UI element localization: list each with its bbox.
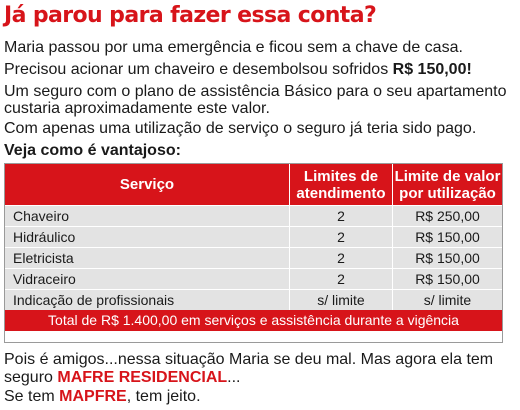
header-limits-line-2: atendimento	[296, 184, 386, 202]
row-service: Hidráulico	[13, 229, 76, 245]
closing-line-3-pre: Se tem	[4, 388, 60, 405]
row-limit: s/ limite	[317, 292, 365, 308]
row-service: Eletricista	[13, 250, 74, 266]
intro-line-4: Com apenas uma utilização de serviço o seguro já teria sido pago.	[4, 120, 477, 137]
closing-line-2-pre: seguro	[4, 369, 58, 386]
table-row	[5, 247, 502, 268]
row-value: R$ 250,00	[415, 208, 480, 224]
intro-line-1: Maria passou por uma emergência e ficou sem a chave de casa.	[4, 39, 463, 56]
closing-line-3	[4, 388, 201, 405]
intro-line-3b: custaria aproximadamente este valor.	[4, 100, 270, 117]
row-service: Indicação de profissionais	[13, 292, 175, 308]
intro-line-2-text: Precisou acionar um chaveiro e desembolsou sofridos	[4, 61, 393, 78]
services-table	[4, 163, 503, 343]
table-footer-space	[5, 331, 502, 342]
header-value-line-2: por utilização	[399, 184, 496, 202]
table-row	[5, 205, 502, 226]
row-value: R$ 150,00	[415, 271, 480, 287]
closing-line-2-post: ...	[227, 369, 241, 386]
row-service: Chaveiro	[13, 208, 70, 224]
intro-line-5: Veja como é vantajoso:	[4, 142, 181, 159]
intro-line-2-amount: R$ 150,00!	[392, 61, 472, 78]
header-limits	[290, 164, 392, 205]
header-service: Serviço	[119, 176, 175, 193]
intro-line-3a: Um seguro com o plano de assistência Básico para o seu apartamento	[4, 83, 507, 100]
table-row	[5, 226, 502, 247]
row-service: Vidraceiro	[13, 271, 76, 287]
row-value: s/ limite	[423, 292, 472, 308]
row-limit: 2	[337, 229, 345, 245]
headline: Já parou para fazer essa conta?	[4, 3, 377, 28]
closing-line-3-post: , tem jeito.	[126, 388, 201, 405]
table-row	[5, 289, 502, 310]
row-value: R$ 150,00	[415, 229, 480, 245]
header-value-line-1: Limite de valor	[394, 167, 501, 185]
closing-line-2	[4, 369, 241, 386]
row-limit: 2	[337, 271, 345, 287]
brand-mapfre: MAPFRE	[59, 388, 127, 405]
row-limit: 2	[337, 250, 345, 266]
header-value-limit	[393, 164, 502, 205]
brand-mafre-residencial: MAFRE RESIDENCIAL	[57, 369, 228, 386]
header-limits-line-1: Limites de	[303, 167, 379, 185]
table-total: Total de R$ 1.400,00 em serviços e assistência durante a vigência	[5, 310, 502, 331]
row-limit: 2	[337, 208, 345, 224]
table-row	[5, 268, 502, 289]
intro-line-3	[4, 83, 507, 117]
row-value: R$ 150,00	[415, 250, 480, 266]
intro-line-2	[4, 61, 472, 78]
table-header	[5, 164, 502, 205]
closing-line-1: Pois é amigos...nessa situação Maria se deu mal. Mas agora ela tem	[4, 351, 494, 368]
